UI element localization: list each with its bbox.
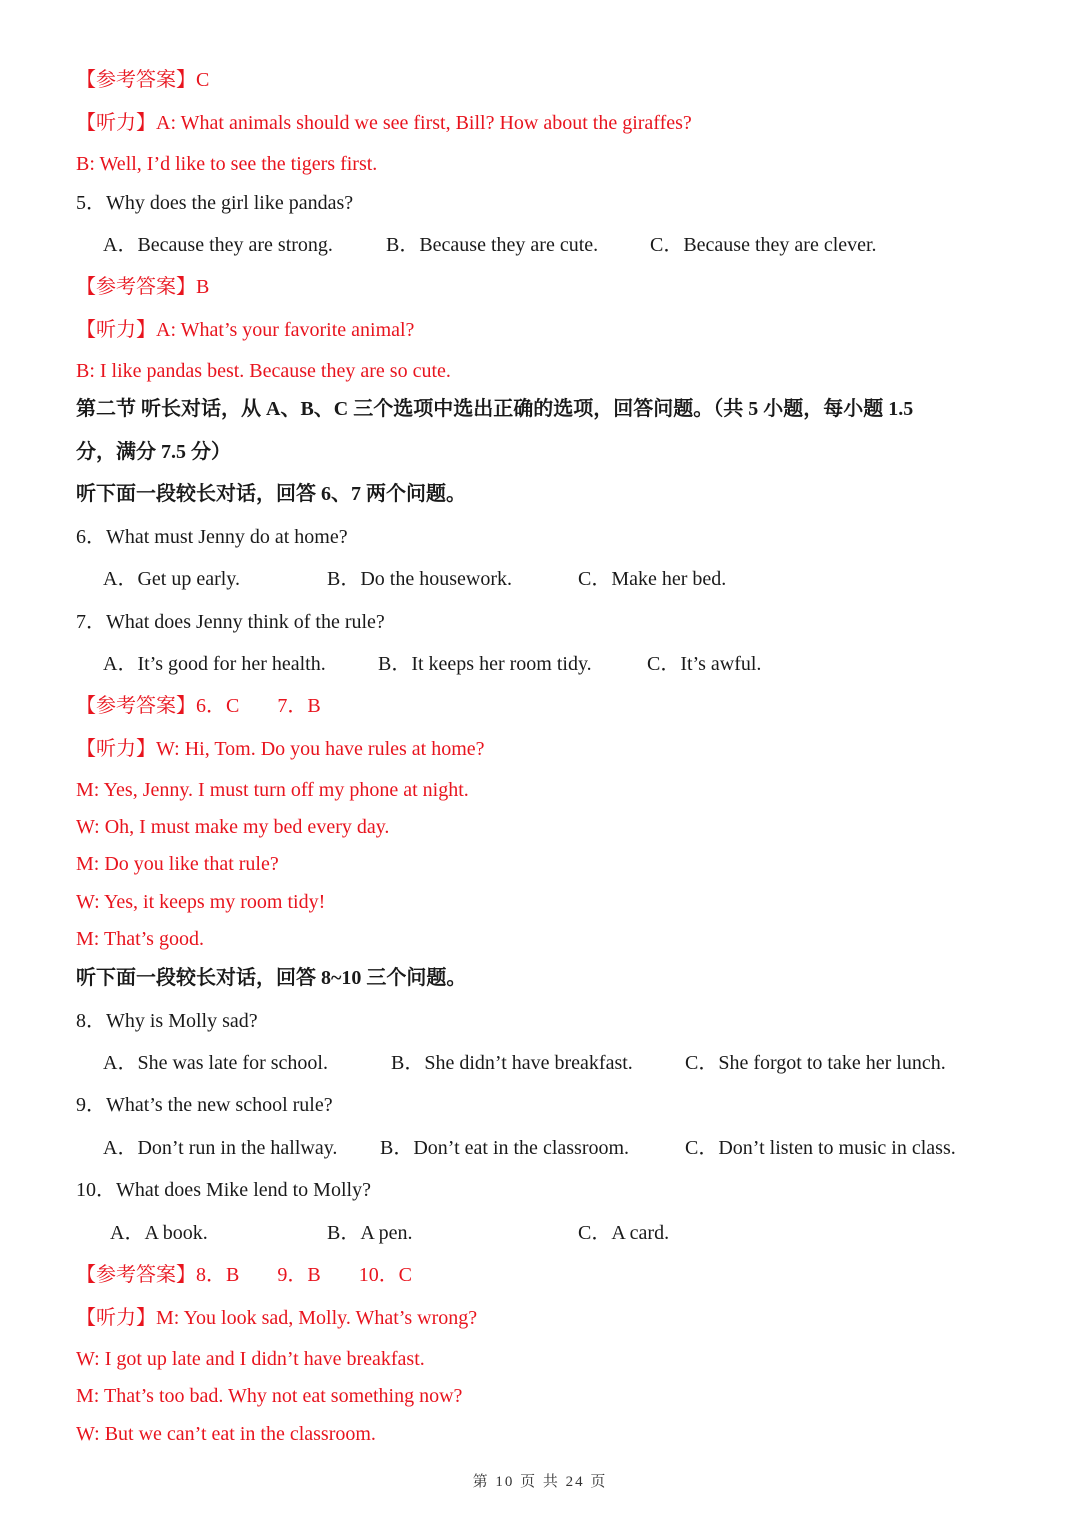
question-text: What does Mike lend to Molly?: [116, 1179, 371, 1201]
transcript-line: W: Yes, it keeps my room tidy!: [76, 891, 326, 913]
option-c: C．It’s awful.: [647, 653, 762, 675]
option-c: C．Make her bed.: [578, 568, 727, 590]
question-9: [76, 1092, 333, 1118]
answer-line-q5: [76, 274, 209, 300]
transcript-text: M: You look sad, Molly. What’s wrong?: [156, 1307, 478, 1329]
listening-label: 【听力】: [76, 1307, 156, 1329]
answer-line-q8-10: [76, 1262, 412, 1288]
transcript-line: W: Oh, I must make my bed every day.: [76, 816, 390, 838]
answer-value: 6．C: [196, 695, 240, 717]
transcript-text: A: What animals should we see first, Bill? How about the giraffes?: [156, 112, 692, 134]
transcript-line: M: That’s good.: [76, 928, 204, 950]
listening-line: [76, 317, 414, 343]
option-c: C．Don’t listen to music in class.: [685, 1137, 956, 1159]
transcript-line: M: That’s too bad. Why not eat something now?: [76, 1385, 463, 1407]
transcript-line: W: I got up late and I didn’t have breakfast.: [76, 1348, 425, 1370]
listening-label: 【听力】: [76, 738, 156, 760]
option-c: C．She forgot to take her lunch.: [685, 1052, 946, 1074]
listening-label: 【听力】: [76, 112, 156, 134]
question-number: 9．: [76, 1094, 106, 1116]
option-a: A．It’s good for her health.: [103, 653, 326, 675]
option-a: A．Because they are strong.: [103, 234, 333, 256]
answer-value: 9．B: [277, 1264, 321, 1286]
listening-line: [76, 736, 485, 762]
dialogue-intro-8-10: 听下面一段较长对话，回答 8~10 三个问题。: [76, 967, 467, 989]
option-b: B．Don’t eat in the classroom.: [380, 1137, 630, 1159]
answer-value: B: [196, 276, 210, 298]
question-number: 7．: [76, 611, 106, 633]
question-number: 5．: [76, 192, 106, 214]
section-heading-cont: 分，满分 7.5 分）: [76, 441, 231, 463]
dialogue-intro-6-7: 听下面一段较长对话，回答 6、7 两个问题。: [76, 483, 466, 505]
transcript-line: B: Well, I’d like to see the tigers first.: [76, 153, 378, 175]
transcript-line: M: Do you like that rule?: [76, 853, 279, 875]
option-a: A．Get up early.: [103, 568, 240, 590]
transcript-line: M: Yes, Jenny. I must turn off my phone at night.: [76, 779, 469, 801]
option-b: B．Because they are cute.: [386, 234, 599, 256]
question-text: Why does the girl like pandas?: [106, 192, 354, 214]
transcript-line: W: But we can’t eat in the classroom.: [76, 1423, 376, 1445]
answer-label: 【参考答案】: [76, 1264, 196, 1286]
option-b: B．She didn’t have breakfast.: [391, 1052, 633, 1074]
listening-label: 【听力】: [76, 319, 156, 341]
answer-label: 【参考答案】: [76, 695, 196, 717]
question-text: Why is Molly sad?: [106, 1010, 258, 1032]
question-text: What does Jenny think of the rule?: [106, 611, 385, 633]
answer-label: 【参考答案】: [76, 69, 196, 91]
answer-value: 7．B: [277, 695, 321, 717]
transcript-line: B: I like pandas best. Because they are so cute.: [76, 360, 451, 382]
answer-value: 8．B: [196, 1264, 240, 1286]
answer-value: C: [196, 69, 210, 91]
option-c: C．Because they are clever.: [650, 234, 877, 256]
option-c: C．A card.: [578, 1222, 670, 1244]
listening-line: [76, 1305, 477, 1331]
question-text: What’s the new school rule?: [106, 1094, 333, 1116]
answer-value: 10．C: [358, 1264, 413, 1286]
section-heading: 第二节 听长对话，从 A、B、C 三个选项中选出正确的选项，回答问题。（共 5 小题，每小题 1.5: [76, 398, 914, 420]
page-footer: 第 10 页 共 24 页: [472, 1474, 608, 1490]
option-b: B．A pen.: [327, 1222, 413, 1244]
option-b: B．Do the housework.: [327, 568, 512, 590]
answer-line-q6-7: [76, 693, 321, 719]
answer-label: 【参考答案】: [76, 276, 196, 298]
option-b: B．It keeps her room tidy.: [378, 653, 592, 675]
question-6: [76, 524, 348, 550]
listening-line: [76, 110, 692, 136]
question-text: What must Jenny do at home?: [106, 526, 348, 548]
option-a: A．A book.: [110, 1222, 208, 1244]
option-a: A．Don’t run in the hallway.: [103, 1137, 338, 1159]
question-7: [76, 609, 385, 635]
question-5: [76, 190, 353, 216]
question-number: 6．: [76, 526, 106, 548]
transcript-text: W: Hi, Tom. Do you have rules at home?: [156, 738, 485, 760]
transcript-text: A: What’s your favorite animal?: [156, 319, 415, 341]
question-10: [76, 1177, 371, 1203]
answer-line-q4: [76, 67, 209, 93]
question-8: [76, 1008, 258, 1034]
question-number: 10．: [76, 1179, 116, 1201]
option-a: A．She was late for school.: [103, 1052, 328, 1074]
question-number: 8．: [76, 1010, 106, 1032]
